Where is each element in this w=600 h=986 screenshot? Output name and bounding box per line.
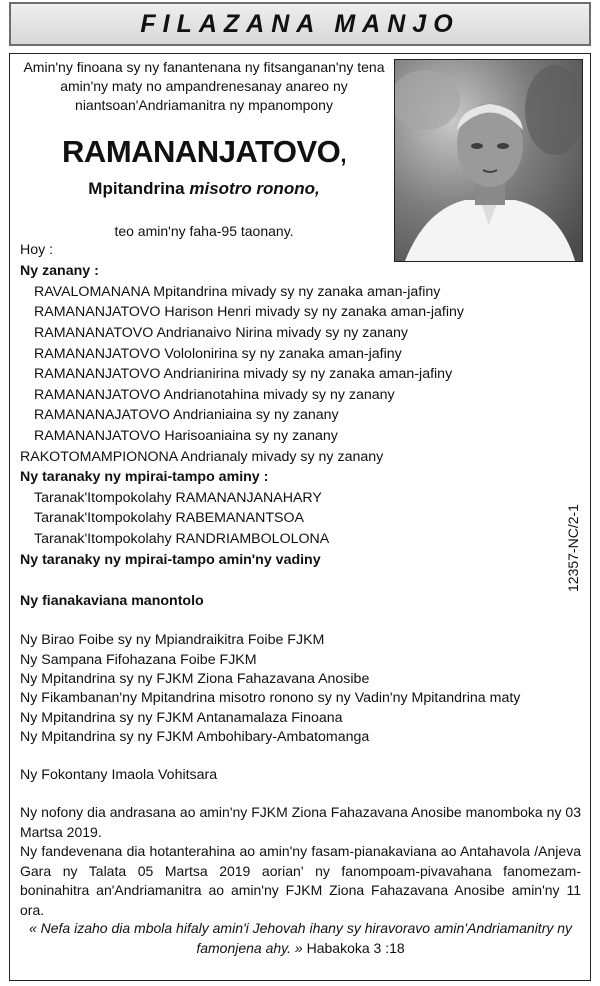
intro-text: Amin'ny finoana sy ny fanantenana ny fitsanganan'ny tena amin'ny maty no ampandrenesanay anareo ny niantsoan'Andriamanitra ny mpanompony <box>23 59 385 113</box>
deceased-title-italic: misotro ronono, <box>189 179 320 198</box>
deceased-title <box>20 178 388 200</box>
portrait-image <box>395 60 582 261</box>
relatives-heading-2: Ny taranaky ny mpirai-tampo amin'ny vadiny <box>20 552 321 568</box>
child-item: RAMANANATOVO Andrianaivo Nirina mivady sy ny zanany <box>34 325 409 341</box>
child-item: RAKOTOMAMPIONONA Andrianaly mivady sy ny zanany <box>20 449 384 465</box>
children-heading: Ny zanany : <box>20 263 99 279</box>
church-item: Ny Sampana Fifohazana Foibe FJKM <box>20 652 257 668</box>
relative-item: Taranak'Itompokolahy RANDRIAMBOLOLONA <box>34 531 330 547</box>
deceased-name-punct: , <box>340 142 346 167</box>
church-item: Ny Mpitandrina sy ny FJKM Ziona Fahazavana Anosibe <box>20 671 370 687</box>
verse-reference: Habakoka 3 :18 <box>306 940 405 956</box>
child-item: RAMANANJATOVO Andrianirina mivady sy ny zanaka aman-jafiny <box>34 366 453 382</box>
child-item: RAMANANAJATOVO Andrianiaina sy ny zanany <box>34 407 339 423</box>
deceased-name <box>20 133 388 174</box>
child-item: RAMANANJATOVO Andrianotahina mivady sy ny zanany <box>34 387 395 403</box>
church-item: Ny Birao Foibe sy ny Mpiandraikitra Foibe FJKM <box>20 632 325 648</box>
fokontany-line: Ny Fokontany Imaola Vohitsara <box>20 767 218 783</box>
church-item: Ny Mpitandrina sy ny FJKM Ambohibary-Ambatomanga <box>20 729 370 745</box>
family-heading: Ny fianakaviana manontolo <box>20 593 204 609</box>
header-title: FILAZANA MANJO <box>140 9 460 38</box>
deceased-title-prefix: Mpitandrina <box>88 179 185 198</box>
church-item: Ny Fikambanan'ny Mpitandrina misotro ronono sy ny Vadin'ny Mpitandrina maty <box>20 690 521 706</box>
church-item: Ny Mpitandrina sy ny FJKM Antanamalaza Finoana <box>20 710 343 726</box>
portrait-photo <box>394 59 583 262</box>
relative-item: Taranak'Itompokolahy RABEMANANTSOA <box>34 510 305 526</box>
hoy-label: Hoy : <box>20 242 54 258</box>
child-item: RAMANANJATOVO Harisoaniaina sy ny zanany <box>34 428 338 444</box>
bible-verse <box>20 918 581 958</box>
burial-announcement: Ny fandevenana dia hotanterahina ao amin'ny fasam-pianakaviana ao Antahavola /Anjeva Gara ny Talata 05 Martsa 2019 aorian' ny fanompoam-pivavahana fanomezam-boninahitra an'Andriamanitra ao amin'ny FJKM Ziona Fahazavana Anosibe amin'ny 11 ora. <box>20 843 581 918</box>
child-item: RAVALOMANANA Mpitandrina mivady sy ny zanaka aman-jafiny <box>34 284 441 300</box>
child-item: RAMANANJATOVO Harison Henri mivady sy ny zanaka aman-jafiny <box>34 304 464 320</box>
wake-announcement: Ny nofony dia andrasana ao amin'ny FJKM Ziona Fahazavana Anosibe manomboka ny 03 Martsa 2019. <box>20 804 581 840</box>
child-item: RAMANANJATOVO Vololonirina sy ny zanaka aman-jafiny <box>34 346 402 362</box>
deceased-age: teo amin'ny faha-95 taonany. <box>114 223 294 239</box>
verse-text: « Nefa izaho dia mbola hifaly amin'i Jehovah ihany sy hiravoravo amin'Andriamanitry ny famonjena ahy. » <box>28 920 573 956</box>
relative-item: Taranak'Itompokolahy RAMANANJANAHARY <box>34 490 322 506</box>
relatives-heading: Ny taranaky ny mpirai-tampo aminy : <box>20 469 269 485</box>
deceased-name-text: RAMANANJATOVO <box>62 134 341 169</box>
reference-code: 12357-NC/2-1 <box>565 504 581 592</box>
page-header <box>9 2 591 46</box>
